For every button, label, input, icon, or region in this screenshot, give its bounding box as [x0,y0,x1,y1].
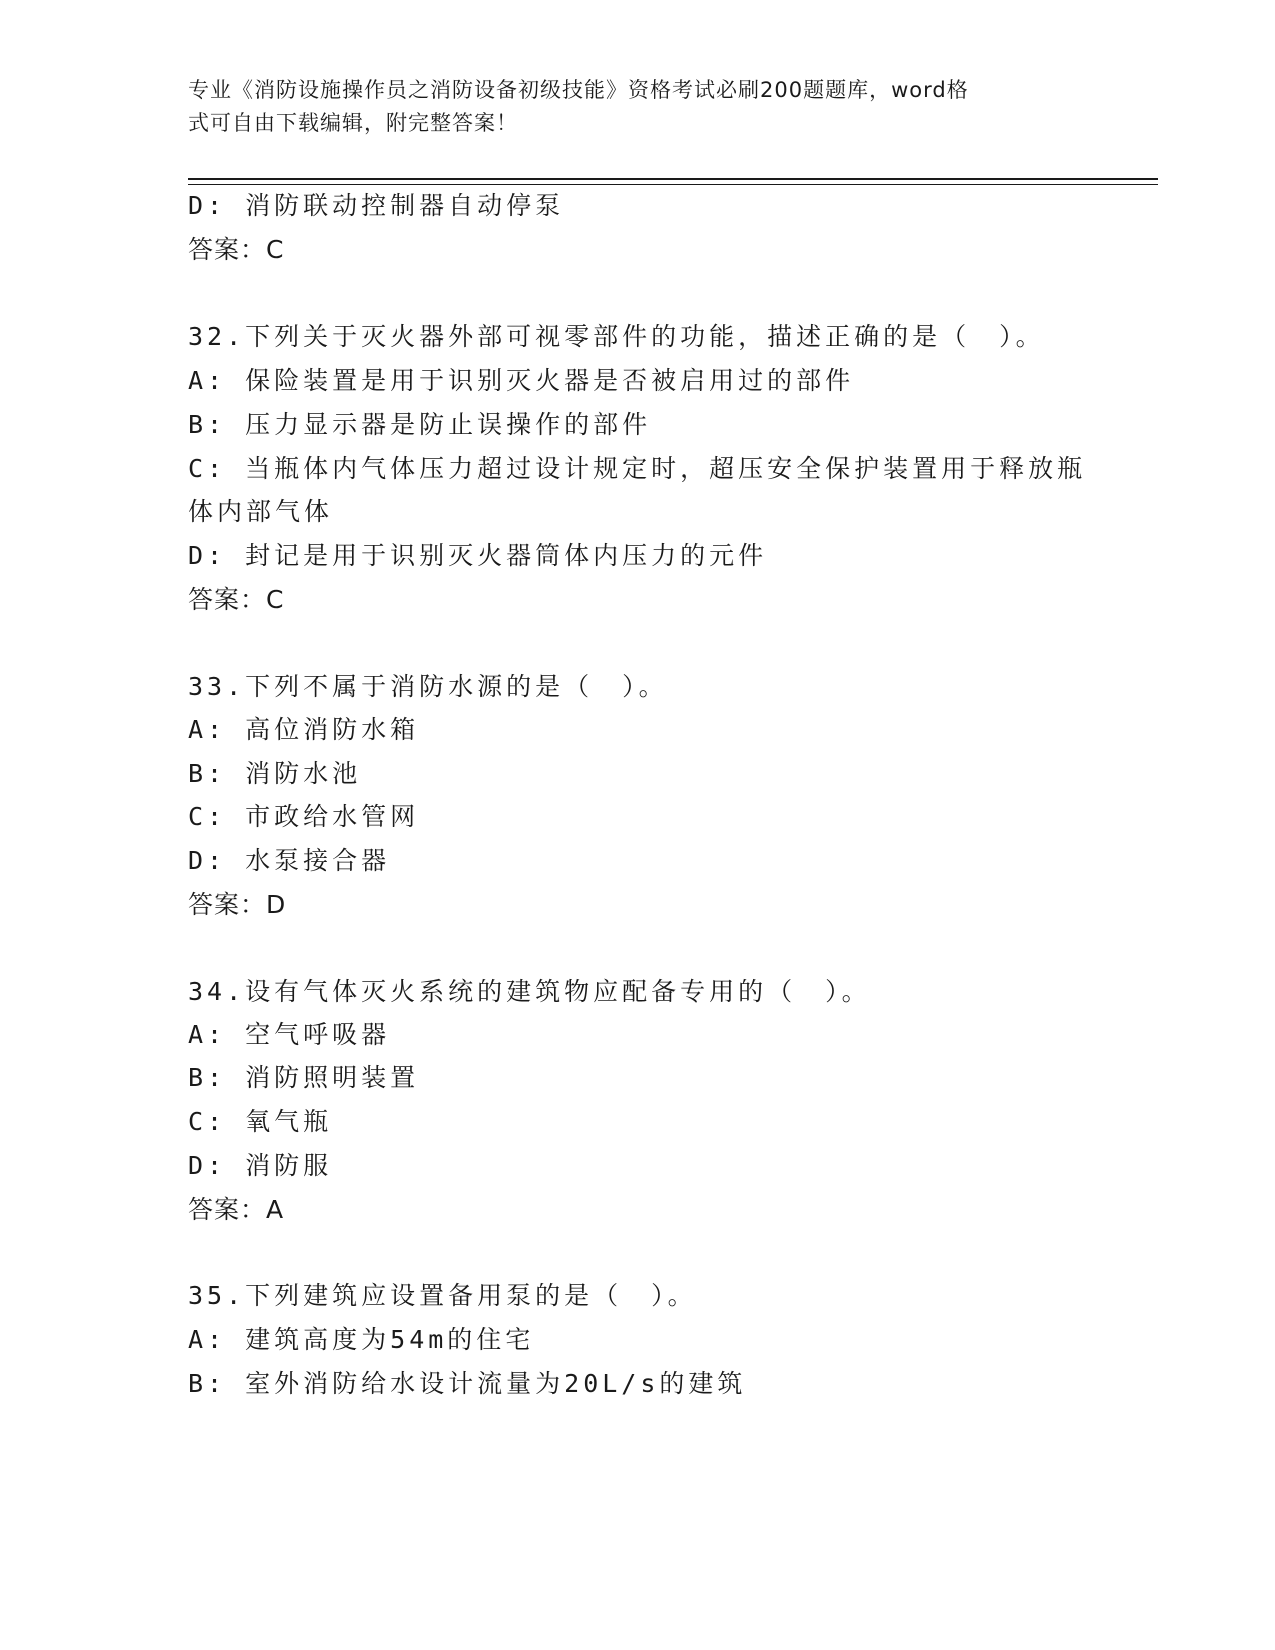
q34-option-a: A: 空气呼吸器 [188,1020,391,1049]
q35-option-a: A: 建筑高度为54m的住宅 [188,1325,535,1354]
q32-option-b: B: 压力显示器是防止误操作的部件 [188,410,652,439]
q32-answer: 答案：C [188,585,285,614]
prev-option-d: D: 消防联动控制器自动停泵 [188,191,565,220]
header-divider-thin [188,184,1158,185]
q32-question: 32.下列关于灭火器外部可视零部件的功能，描述正确的是（ ）。 [188,322,1045,351]
q35-option-b: B: 室外消防给水设计流量为20L/s的建筑 [188,1369,747,1398]
q33-answer: 答案：D [188,890,287,919]
q34-option-c: C: 氧气瓶 [188,1107,333,1136]
q32-option-c-line1: C: 当瓶体内气体压力超过设计规定时，超压安全保护装置用于释放瓶 [188,454,1087,483]
q33-option-b: B: 消防水池 [188,759,362,788]
document-header [188,74,1088,140]
q33-option-d: D: 水泵接合器 [188,846,391,875]
header-line-2: 式可自由下载编辑，附完整答案！ [188,111,518,135]
prev-answer: 答案：C [188,235,285,264]
q35-question: 35.下列建筑应设置备用泵的是（ ）。 [188,1281,697,1310]
q34-option-b: B: 消防照明装置 [188,1063,420,1092]
q33-option-c: C: 市政给水管网 [188,802,420,831]
q33-option-a: A: 高位消防水箱 [188,715,420,744]
header-line-1: 专业《消防设施操作员之消防设备初级技能》资格考试必刷200题题库，word格 [188,78,969,102]
q32-option-a: A: 保险装置是用于识别灭火器是否被启用过的部件 [188,366,855,395]
q34-option-d: D: 消防服 [188,1151,333,1180]
q32-option-d: D: 封记是用于识别灭火器筒体内压力的元件 [188,541,768,570]
q32-option-c-line2: 体内部气体 [188,497,334,526]
header-divider-thick [188,178,1158,180]
q34-question: 34.设有气体灭火系统的建筑物应配备专用的（ ）。 [188,977,871,1006]
q34-answer: 答案：A [188,1195,285,1224]
q33-question: 33.下列不属于消防水源的是（ ）。 [188,672,668,701]
